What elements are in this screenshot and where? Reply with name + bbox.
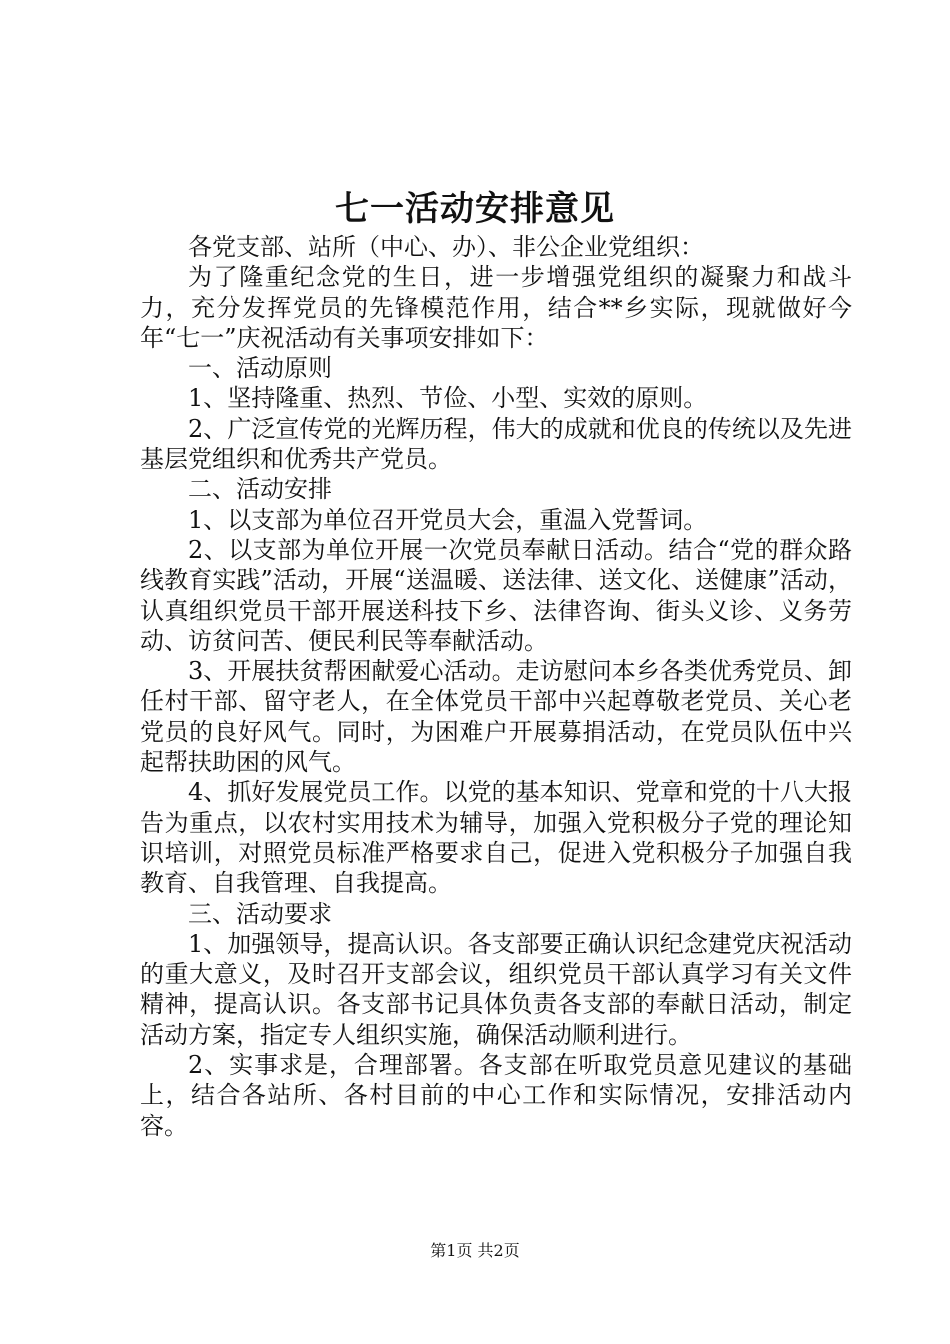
intro-paragraph: 为了隆重纪念党的生日，进一步增强党组织的凝聚力和战斗力，充分发挥党员的先锋模范作用，结合**乡实际，现就做好今年“七一”庆祝活动有关事项安排如下： xyxy=(140,263,852,352)
section-heading-arrangements: 二、活动安排 xyxy=(188,475,332,504)
page-footer: 第1页 共2页 xyxy=(430,1241,520,1260)
section-heading-requirements: 三、活动要求 xyxy=(188,899,332,928)
section-heading-principles: 一、活动原则 xyxy=(188,354,332,383)
arrangement-item-2: 2、以支部为单位开展一次党员奉献日活动。结合“党的群众路线教育实践”活动，开展“送温暖、送法律、送文化、送健康”活动，认真组织党员干部开展送科技下乡、法律咨询、街头义诊、义务劳动、访贫问苦、便民利民等奉献活动。 xyxy=(140,535,852,655)
document-body xyxy=(140,232,852,1141)
arrangement-item-3: 3、开展扶贫帮困献爱心活动。走访慰问本乡各类优秀党员、卸任村干部、留守老人，在全体党员干部中兴起尊敬老党员、关心老党员的良好风气。同时，为困难户开展募捐活动，在党员队伍中兴起帮扶助困的风气。 xyxy=(140,657,852,777)
salutation: 各党支部、站所（中心、办）、非公企业党组织： xyxy=(188,233,704,261)
requirement-item-1: 1、加强领导，提高认识。各支部要正确认识纪念建党庆祝活动的重大意义，及时召开支部会议，组织党员干部认真学习有关文件精神，提高认识。各支部书记具体负责各支部的奉献日活动，制定活动方案，指定专人组织实施，确保活动顺利进行。 xyxy=(140,929,852,1049)
document-title: 七一活动安排意见 xyxy=(335,189,615,229)
arrangement-item-4: 4、抓好发展党员工作。以党的基本知识、党章和党的十八大报告为重点，以农村实用技术为辅导，加强入党积极分子党的理论知识培训，对照党员标准严格要求自己，促进入党积极分子加强自我教育、自我管理、自我提高。 xyxy=(140,778,852,898)
arrangement-item-1: 1、以支部为单位召开党员大会，重温入党誓词。 xyxy=(188,505,708,534)
principle-item-1: 1、坚持隆重、热烈、节俭、小型、实效的原则。 xyxy=(188,384,708,413)
requirement-item-2: 2、实事求是，合理部署。各支部在听取党员意见建议的基础上，结合各站所、各村目前的中心工作和实际情况，安排活动内容。 xyxy=(140,1051,852,1140)
principle-item-2: 2、广泛宣传党的光辉历程，伟大的成就和优良的传统以及先进基层党组织和优秀共产党员。 xyxy=(140,414,852,474)
